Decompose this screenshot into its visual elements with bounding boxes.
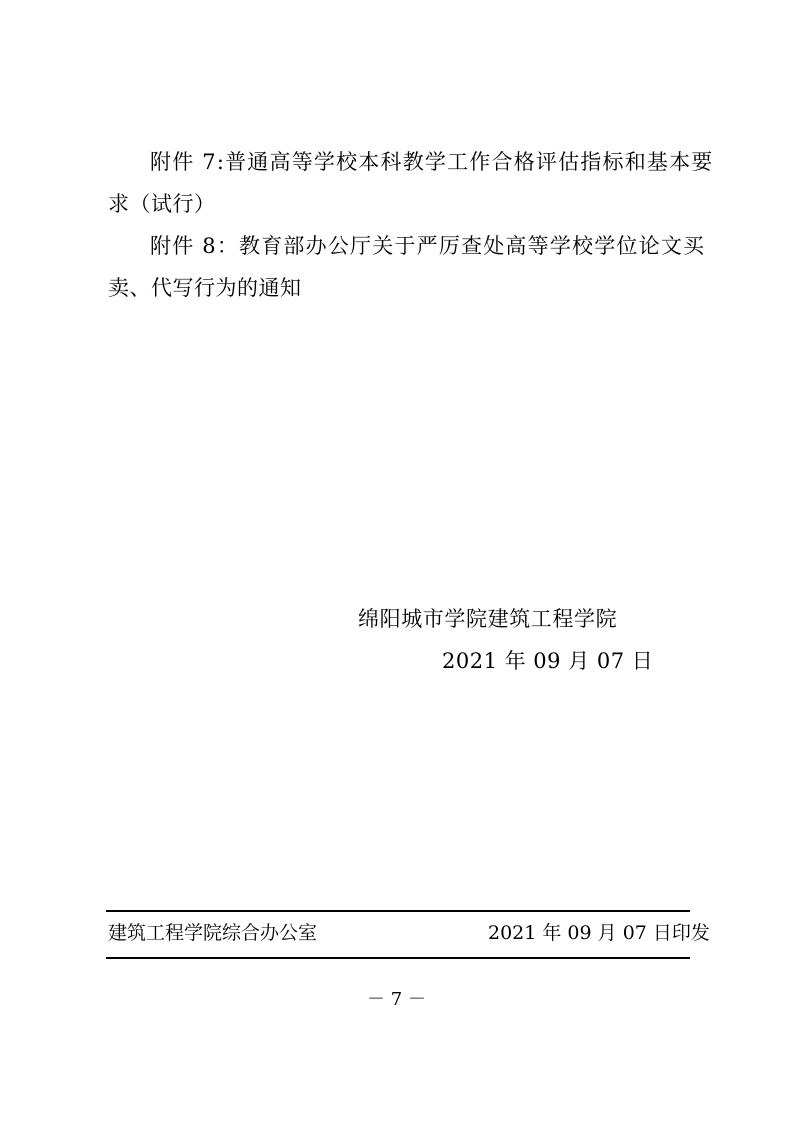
signature-date: 2021 年 09 月 07 日 xyxy=(442,649,654,673)
signature-organization: 绵阳城市学院建筑工程学院 xyxy=(358,607,618,631)
attachment-8-line-1: 附件 8：教育部办公厅关于严厉查处高等学校学位论文买 xyxy=(150,234,706,258)
footer-bottom-rule xyxy=(106,957,690,959)
attachment-8-line-2: 卖、代写行为的通知 xyxy=(108,276,302,300)
footer-issuer: 建筑工程学院综合办公室 xyxy=(108,922,318,944)
footer-top-rule xyxy=(106,910,690,912)
attachment-7-line-2: 求（试行） xyxy=(108,192,216,216)
page-number: － 7 － xyxy=(367,989,426,1010)
attachment-7-line-1: 附件 7:普通高等学校本科教学工作合格评估指标和基本要 xyxy=(150,150,714,174)
footer-print-date: 2021 年 09 月 07 日印发 xyxy=(488,922,710,944)
